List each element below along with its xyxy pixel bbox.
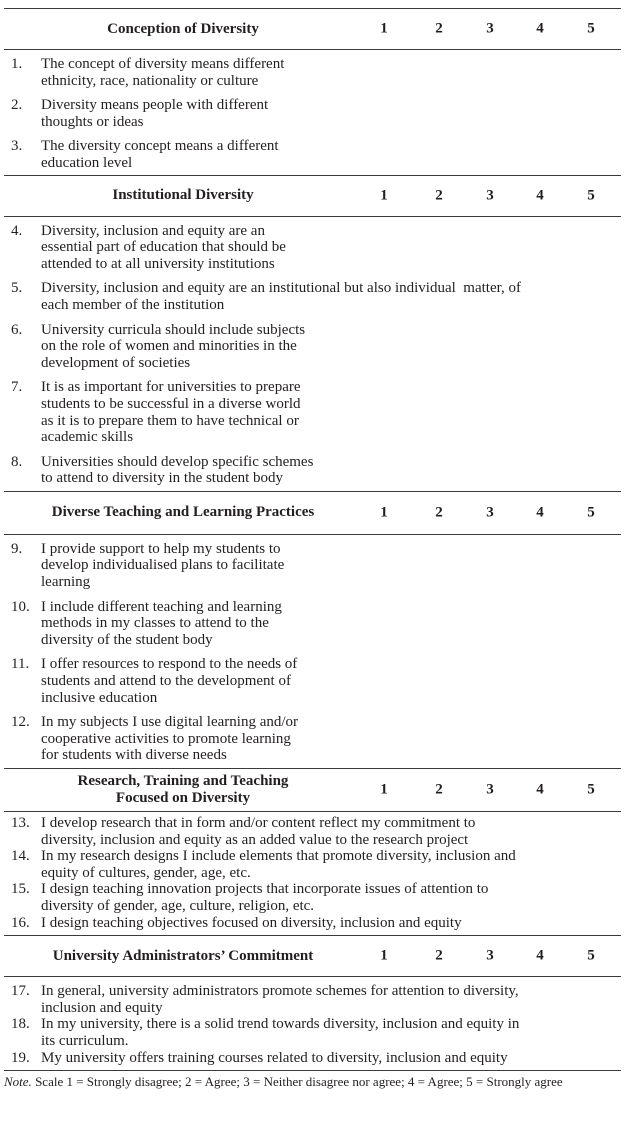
item-text-line: on the role of women and minorities in the bbox=[41, 338, 297, 355]
scale-label: 3 bbox=[486, 20, 494, 37]
item-number: 13. bbox=[11, 815, 30, 831]
item-text-line: inclusion and equity bbox=[41, 999, 163, 1016]
item-text-line: students to be successful in a diverse world bbox=[41, 395, 301, 412]
item-number: 8. bbox=[11, 453, 23, 470]
scale-label: 4 bbox=[536, 947, 544, 964]
section bbox=[4, 492, 621, 769]
scale-label: 2 bbox=[435, 947, 443, 964]
item-text bbox=[41, 656, 297, 706]
item-text-line: It is as important for universities to prepare bbox=[41, 379, 301, 396]
item-number: 1. bbox=[11, 56, 23, 72]
survey-item bbox=[4, 848, 621, 881]
item-text-line: diversity, inclusion and equity as an added value to the research project bbox=[41, 831, 469, 848]
item-number: 10. bbox=[11, 598, 30, 615]
item-text bbox=[41, 881, 488, 914]
item-text-line: I develop research that in form and/or content reflect my commitment to bbox=[41, 815, 476, 831]
item-text-line: methods in my classes to attend to the bbox=[41, 615, 269, 632]
item-text bbox=[41, 848, 516, 881]
header-rule bbox=[4, 976, 621, 977]
survey-item bbox=[4, 714, 621, 764]
survey-item bbox=[4, 97, 621, 130]
item-text bbox=[41, 599, 282, 649]
item-text bbox=[41, 97, 268, 130]
section-title-line: University Administrators’ Commitment bbox=[52, 947, 314, 964]
survey-item bbox=[4, 541, 621, 591]
section-header bbox=[4, 769, 621, 811]
item-number: 15. bbox=[11, 881, 30, 898]
item-list bbox=[4, 541, 621, 764]
scale-label: 5 bbox=[587, 504, 595, 521]
item-text-line: diversity of the student body bbox=[41, 631, 213, 648]
item-number: 19. bbox=[11, 1049, 30, 1066]
item-number: 2. bbox=[11, 97, 23, 114]
header-rule bbox=[4, 534, 621, 535]
item-text-line: thoughts or ideas bbox=[41, 113, 144, 130]
item-text-line: Universities should develop specific schemes bbox=[41, 453, 314, 470]
item-text-line: In my subjects I use digital learning and/or bbox=[41, 714, 299, 731]
section-header bbox=[4, 492, 621, 534]
item-text-line: Diversity, inclusion and equity are an institutional but also individual matter, of bbox=[41, 280, 521, 297]
item-text-line: cooperative activities to promote learning bbox=[41, 730, 291, 747]
item-text-line: I offer resources to respond to the needs of bbox=[41, 656, 298, 673]
scale-label: 2 bbox=[435, 504, 443, 521]
survey-item bbox=[4, 280, 621, 313]
item-number: 14. bbox=[11, 848, 30, 865]
survey-item bbox=[4, 138, 621, 171]
item-text-line: to attend to diversity in the student body bbox=[41, 470, 284, 487]
item-text bbox=[41, 280, 521, 313]
section-title-line: Diverse Teaching and Learning Practices bbox=[51, 504, 315, 521]
section-title-line: Focused on Diversity bbox=[115, 790, 251, 806]
scale-label: 3 bbox=[486, 504, 494, 521]
table-note bbox=[4, 1071, 621, 1090]
item-text-line: equity of cultures, gender, age, etc. bbox=[41, 864, 251, 881]
scale-label: 5 bbox=[587, 20, 595, 37]
item-text bbox=[41, 56, 284, 89]
survey-table bbox=[4, 0, 621, 1090]
item-list bbox=[4, 223, 621, 487]
note-label: Note. bbox=[4, 1074, 32, 1090]
item-number: 18. bbox=[11, 1016, 30, 1033]
item-text bbox=[41, 815, 475, 848]
sections-container bbox=[4, 9, 621, 1071]
item-number: 3. bbox=[11, 138, 23, 155]
item-text-line: as it is to prepare them to have technical or bbox=[41, 412, 299, 429]
item-text-line: I design teaching innovation projects that incorporate issues of attention to bbox=[41, 881, 489, 898]
item-list bbox=[4, 56, 621, 172]
item-list bbox=[4, 983, 621, 1066]
header-rule bbox=[4, 49, 621, 50]
section-title-line: Research, Training and Teaching bbox=[77, 773, 289, 789]
item-text bbox=[41, 983, 519, 1016]
item-text-line: learning bbox=[41, 574, 91, 591]
item-number: 11. bbox=[11, 656, 30, 673]
item-text-line: develop individualised plans to facilitate bbox=[41, 557, 285, 574]
survey-item bbox=[4, 223, 621, 273]
item-text bbox=[41, 915, 462, 932]
item-text bbox=[41, 138, 279, 171]
section bbox=[4, 769, 621, 936]
scale-label: 2 bbox=[435, 781, 443, 798]
item-list bbox=[4, 815, 621, 931]
header-rule bbox=[4, 216, 621, 217]
item-text-line: Diversity, inclusion and equity are an bbox=[41, 222, 265, 239]
item-number: 16. bbox=[11, 914, 30, 931]
survey-item bbox=[4, 881, 621, 914]
item-text-line: I design teaching objectives focused on diversity, inclusion and equity bbox=[41, 914, 462, 931]
survey-item bbox=[4, 1050, 621, 1067]
scale-header bbox=[4, 176, 621, 216]
section-bottom-rule bbox=[4, 1070, 621, 1071]
survey-item bbox=[4, 56, 621, 89]
scale-label: 3 bbox=[486, 781, 494, 798]
item-text bbox=[41, 1050, 508, 1067]
item-text-line: In general, university administrators promote schemes for attention to diversity, bbox=[41, 983, 519, 1000]
scale-label: 3 bbox=[486, 947, 494, 964]
item-number: 17. bbox=[11, 983, 30, 1000]
item-number: 4. bbox=[11, 222, 23, 239]
scale-label: 5 bbox=[587, 781, 595, 798]
header-rule bbox=[4, 811, 621, 812]
survey-item bbox=[4, 379, 621, 445]
section bbox=[4, 936, 621, 1071]
section-header bbox=[4, 9, 621, 49]
item-text-line: each member of the institution bbox=[41, 296, 225, 313]
item-number: 9. bbox=[11, 540, 23, 557]
section bbox=[4, 176, 621, 492]
scale-label: 4 bbox=[536, 504, 544, 521]
scale-label: 4 bbox=[536, 20, 544, 37]
item-text-line: I provide support to help my students to bbox=[41, 540, 281, 557]
scale-header bbox=[4, 936, 621, 976]
scale-label: 2 bbox=[435, 187, 443, 204]
scale-label: 4 bbox=[536, 781, 544, 798]
item-text-line: My university offers training courses related to diversity, inclusion and equity bbox=[41, 1049, 508, 1066]
item-text-line: its curriculum. bbox=[41, 1032, 129, 1049]
scale-label: 1 bbox=[380, 781, 388, 798]
scale-label: 5 bbox=[587, 947, 595, 964]
item-text bbox=[41, 1016, 519, 1049]
item-text-line: for students with diverse needs bbox=[41, 747, 227, 764]
item-text bbox=[41, 322, 305, 372]
item-text bbox=[41, 379, 301, 445]
item-text-line: The diversity concept means a different bbox=[41, 138, 279, 155]
section-title-line: Conception of Diversity bbox=[107, 20, 259, 37]
item-number: 6. bbox=[11, 321, 23, 338]
scale-label: 3 bbox=[486, 187, 494, 204]
section-header bbox=[4, 936, 621, 976]
item-text-line: inclusive education bbox=[41, 689, 158, 706]
item-text-line: diversity of gender, age, culture, religion, etc. bbox=[41, 897, 315, 914]
item-text-line: University curricula should include subjects bbox=[41, 321, 306, 338]
scale-header bbox=[4, 492, 621, 534]
item-text-line: I include different teaching and learning bbox=[41, 598, 282, 615]
item-text bbox=[41, 454, 313, 487]
item-number: 7. bbox=[11, 379, 23, 396]
scale-label: 1 bbox=[380, 20, 388, 37]
item-number: 5. bbox=[11, 280, 23, 297]
survey-item bbox=[4, 1016, 621, 1049]
scale-label: 1 bbox=[380, 504, 388, 521]
item-text-line: academic skills bbox=[41, 429, 134, 446]
survey-item bbox=[4, 815, 621, 848]
item-text-line: students and attend to the development of bbox=[41, 673, 291, 690]
section-title-line: Institutional Diversity bbox=[112, 187, 254, 204]
item-text-line: In my research designs I include elements that promote diversity, inclusion and bbox=[41, 848, 516, 865]
survey-item bbox=[4, 599, 621, 649]
item-number: 12. bbox=[11, 714, 30, 731]
scale-header bbox=[4, 9, 621, 49]
note-text: Scale 1 = Strongly disagree; 2 = Agree; 3 = Neither disagree nor agree; 4 = Agree; 5 = Strongly agree bbox=[31, 1074, 563, 1090]
item-text bbox=[41, 223, 286, 273]
item-text-line: essential part of education that should be bbox=[41, 239, 286, 256]
item-text-line: The concept of diversity means different bbox=[41, 56, 285, 72]
scale-label: 1 bbox=[380, 187, 388, 204]
survey-item bbox=[4, 656, 621, 706]
scale-label: 4 bbox=[536, 187, 544, 204]
item-text-line: In my university, there is a solid trend towards diversity, inclusion and equity in bbox=[41, 1016, 520, 1033]
survey-item bbox=[4, 915, 621, 932]
section bbox=[4, 9, 621, 176]
survey-item bbox=[4, 983, 621, 1016]
item-text bbox=[41, 714, 298, 764]
item-text-line: attended to at all university institutions bbox=[41, 255, 275, 272]
survey-item bbox=[4, 454, 621, 487]
item-text-line: Diversity means people with different bbox=[41, 97, 269, 114]
item-text-line: development of societies bbox=[41, 354, 191, 371]
survey-item bbox=[4, 322, 621, 372]
scale-label: 5 bbox=[587, 187, 595, 204]
scale-label: 1 bbox=[380, 947, 388, 964]
scale-label: 2 bbox=[435, 20, 443, 37]
section-header bbox=[4, 176, 621, 216]
item-text-line: education level bbox=[41, 154, 133, 171]
scale-header bbox=[4, 769, 621, 811]
item-text-line: ethnicity, race, nationality or culture bbox=[41, 72, 259, 89]
item-text bbox=[41, 541, 284, 591]
